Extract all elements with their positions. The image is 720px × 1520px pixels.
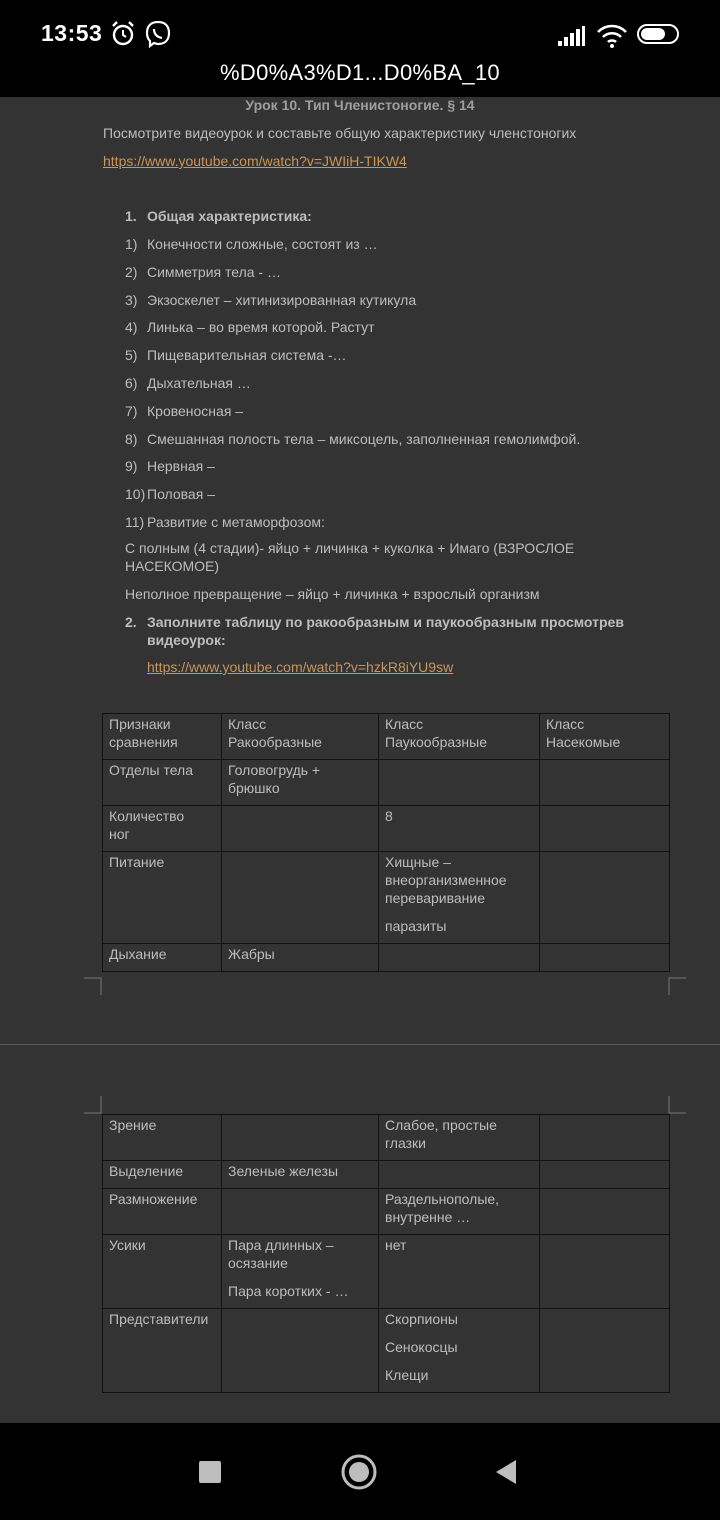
battery-level: 61 [650,26,666,42]
list-item: 4) Линька – во время которой. Растут [125,319,375,336]
table-cell [540,1161,670,1189]
table-row [103,760,670,806]
table-cell [540,806,670,852]
page-corner-mark [84,1096,102,1114]
table-cell: Признаки сравнения [103,714,222,760]
table-row [103,944,670,972]
metamorphosis-full: С полным (4 стадии)- яйцо + личинка + куколка + Имаго (ВЗРОСЛОЕ НАСЕКОМОЕ) [125,540,575,574]
list-item: 7) Кровеносная – [125,402,244,419]
table-cell: нет [379,1235,540,1309]
intro-text: Посмотрите видеоурок и составьте общую характеристику членстоногих [103,125,577,141]
list-item: 10) Половая – [125,486,215,503]
table-cell: Отделы тела [103,760,222,806]
table-cell [540,852,670,944]
table-cell [540,944,670,972]
table-cell [540,1235,670,1309]
comparison-table-part-2 [102,1114,670,1393]
wifi-icon [596,24,628,48]
viber-icon [144,20,172,48]
table-row [103,1161,670,1189]
table-row [103,852,670,944]
table-cell [222,806,379,852]
document-filename: %D0%A3%D1...D0%BA_10 [220,60,500,85]
table-cell: Дыхание [103,944,222,972]
table-row [103,806,670,852]
list-item: 2) Симметрия тела - … [125,263,281,280]
table-cell: Размножение [103,1189,222,1235]
table-cell: Класс Насекомые [540,714,670,760]
table-row [103,1309,670,1393]
list-item: 9) Нервная – [125,458,215,475]
table-cell: Зрение [103,1115,222,1161]
table-row [103,1235,670,1309]
table-cell: 8 [379,806,540,852]
list-item: 5) Пищеварительная система -… [125,347,347,364]
clock: 13:53 [41,20,103,46]
table-cell [222,1189,379,1235]
table-cell: Класс Ракообразные [222,714,379,760]
lesson-title: Урок 10. Тип Членистоногие. § 14 [245,97,475,113]
recents-button[interactable] [199,1461,221,1483]
table-cell: Слабое, простые глазки [379,1115,540,1161]
table-row [103,1189,670,1235]
table-cell [540,1309,670,1393]
signal-icon [557,26,585,46]
table-cell: Головогрудь + брюшко [222,760,379,806]
list-item: 8) Смешанная полость тела – миксоцель, заполненная гемолимфой. [125,430,581,447]
home-button[interactable] [341,1454,377,1490]
battery-icon [637,24,679,44]
table-cell: Скорпионы Сенокосцы Клещи [379,1309,540,1393]
alarm-icon [110,20,136,48]
page-corner-mark [84,977,102,995]
table-cell [222,1115,379,1161]
table-cell [379,1161,540,1189]
back-button[interactable] [494,1459,518,1485]
comparison-table-part-1 [102,713,670,972]
table-cell: Количество ног [103,806,222,852]
table-cell: Жабры [222,944,379,972]
section-1-heading: 1. Общая характеристика: [125,208,312,224]
table-cell [379,944,540,972]
list-item: 3) Экзоскелет – хитинизированная кутикула [125,291,417,308]
navigation-bar [0,1423,720,1520]
list-item: 1) Конечности сложные, состоят из … [125,236,378,252]
table-cell [540,760,670,806]
table-cell: Питание [103,852,222,944]
table-cell: Раздельнополые, внутренне … [379,1189,540,1235]
table-cell [222,1309,379,1393]
table-cell: Зеленые железы [222,1161,379,1189]
video-link-1[interactable]: https://www.youtube.com/watch?v=JWIiH-TIKW4 [103,153,407,169]
table-cell: Хищные – внеорганизменное переваривание паразиты [379,852,540,944]
table-cell [540,1189,670,1235]
section-2-heading: 2. Заполните таблицу по ракообразным и паукообразным просмотрев видеоурок: [125,614,624,648]
table-cell: Класс Паукообразные [379,714,540,760]
status-bar [0,0,720,97]
table-cell [222,852,379,944]
page-divider [0,1044,720,1045]
video-link-2[interactable]: https://www.youtube.com/watch?v=hzkR8iYU9sw [147,659,454,675]
table-cell: Пара длинных – осязание Пара коротких - … [222,1235,379,1309]
metamorphosis-incomplete: Неполное превращение – яйцо + личинка + взрослый организм [125,586,540,602]
table-cell: Усики [103,1235,222,1309]
page-corner-mark [668,1096,686,1114]
list-item: 11) Развитие с метаморфозом: [125,514,325,530]
table-row [103,714,670,760]
table-cell [540,1115,670,1161]
table-cell: Выделение [103,1161,222,1189]
table-row [103,1115,670,1161]
table-cell [379,760,540,806]
page-corner-mark [668,977,686,995]
table-cell: Представители [103,1309,222,1393]
list-item: 6) Дыхательная … [125,375,251,391]
